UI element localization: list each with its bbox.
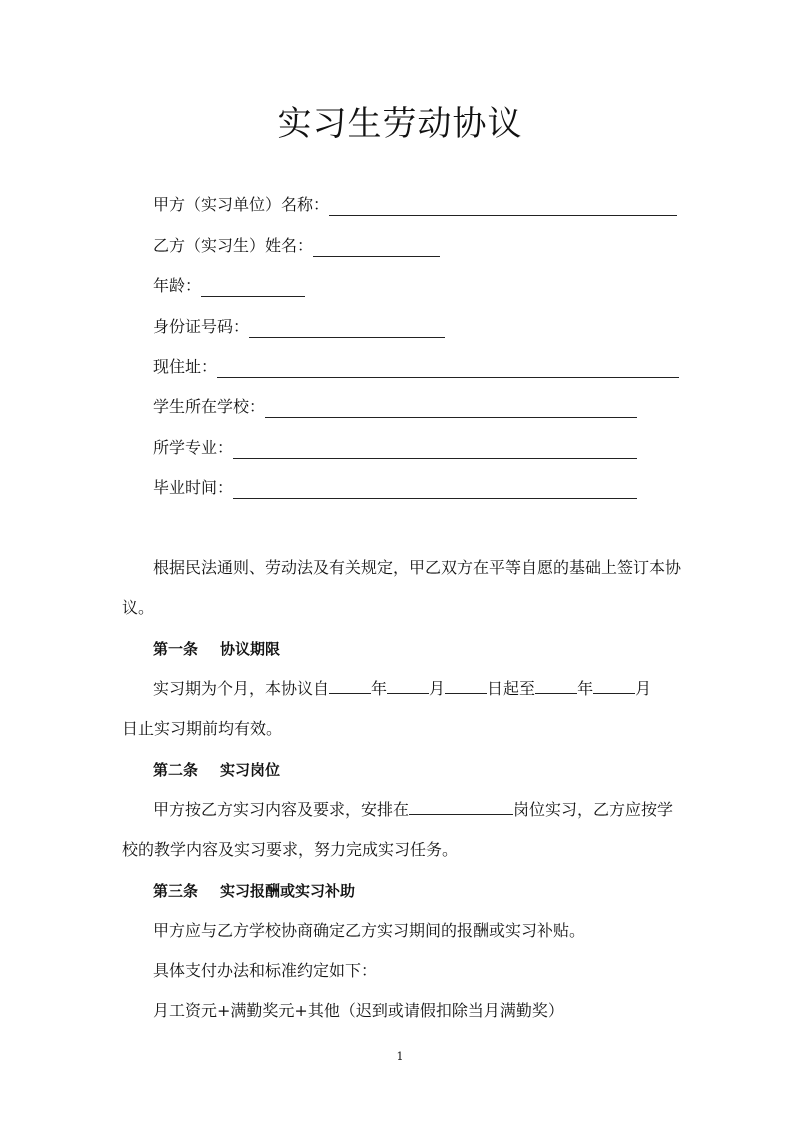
text-segment: 年 (577, 679, 594, 698)
article-1-heading (153, 638, 280, 660)
field-label: 甲方（实习单位）名称： (153, 195, 330, 214)
field-label: 现住址： (153, 357, 218, 376)
blank-year[interactable] (329, 678, 371, 694)
article-3-line-2: 具体支付办法和标准约定如下： (153, 961, 378, 980)
text-segment: 月 (635, 679, 652, 698)
text-segment: 实习期为个月，本协议自 (153, 679, 330, 698)
field-employer-name (153, 194, 677, 216)
field-label: 乙方（实习生）姓名： (153, 236, 314, 255)
field-id-number (153, 316, 445, 338)
field-label: 学生所在学校： (153, 397, 266, 416)
article-number: 第二条 (153, 761, 199, 779)
article-1-line-2: 日止实习期前均有效。 (122, 719, 283, 738)
blank-line[interactable] (249, 321, 445, 338)
text-segment: 甲方按乙方实习内容及要求，安排在 (153, 800, 410, 819)
article-number: 第一条 (153, 640, 199, 658)
document-title: 实习生劳动协议 (277, 104, 523, 144)
article-3-heading (153, 880, 355, 902)
blank-line[interactable] (217, 361, 679, 378)
field-graduation-time (153, 477, 637, 499)
blank-position[interactable] (409, 799, 513, 815)
field-school (153, 396, 637, 418)
blank-month[interactable] (593, 678, 635, 694)
article-number: 第三条 (153, 882, 199, 900)
intro-line-2: 议。 (122, 598, 155, 617)
article-title: 实习报酬或实习补助 (220, 882, 356, 900)
article-title: 实习岗位 (220, 761, 281, 779)
intro-line-1: 根据民法通则、劳动法及有关规定，甲乙双方在平等自愿的基础上签订本协 (153, 558, 682, 577)
field-intern-name (153, 235, 440, 257)
field-address (153, 356, 679, 378)
blank-month[interactable] (387, 678, 429, 694)
article-2-line-2: 校的教学内容及实习要求，努力完成实习任务。 (122, 840, 459, 859)
article-3-line-1: 甲方应与乙方学校协商确定乙方实习期间的报酬或实习补贴。 (153, 921, 586, 940)
article-1-line-1 (153, 678, 651, 700)
text-segment: 岗位实习，乙方应按学 (513, 800, 674, 819)
blank-year[interactable] (535, 678, 577, 694)
article-title: 协议期限 (220, 640, 281, 658)
blank-line[interactable] (265, 401, 637, 418)
article-3-line-3: 月工资元+满勤奖元+其他（迟到或请假扣除当月满勤奖） (153, 1001, 564, 1020)
text-segment: 年 (371, 679, 388, 698)
blank-line[interactable] (313, 240, 440, 257)
field-label: 所学专业： (153, 438, 234, 457)
blank-line[interactable] (201, 280, 305, 297)
page-number: 1 (396, 1050, 404, 1063)
blank-line[interactable] (233, 442, 637, 459)
text-segment: 日起至 (487, 679, 536, 698)
blank-line[interactable] (329, 199, 677, 216)
field-major (153, 437, 637, 459)
blank-line[interactable] (233, 482, 637, 499)
field-label: 年龄： (153, 276, 202, 295)
text-segment: 月 (429, 679, 446, 698)
article-2-heading (153, 759, 280, 781)
field-label: 身份证号码： (153, 317, 250, 336)
field-age (153, 275, 305, 297)
field-label: 毕业时间： (153, 478, 234, 497)
blank-day[interactable] (445, 678, 487, 694)
article-2-line-1 (153, 799, 673, 821)
